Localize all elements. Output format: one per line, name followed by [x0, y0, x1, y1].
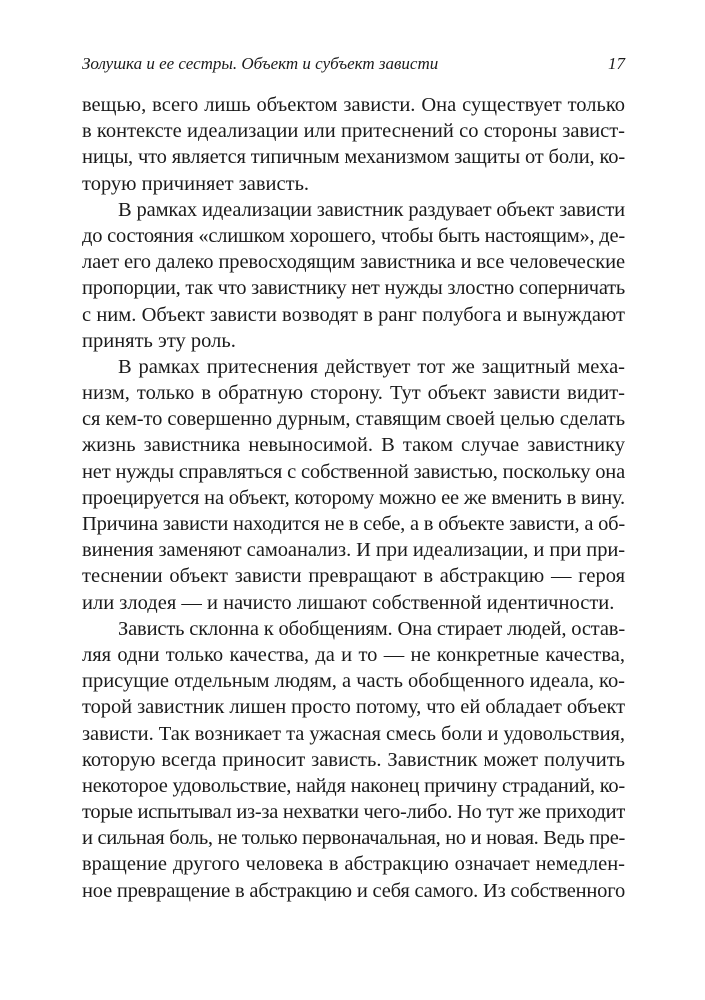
text-line: ное превращение в абстракцию и себя самого. Из собственного — [82, 879, 625, 902]
text-line: или злодея — и начисто лишают собственной идентичности. — [82, 591, 615, 614]
text-line: теснении объект зависти превращают в абстракцию — героя — [82, 565, 625, 588]
text-line: с ним. Объект зависти возводят в ранг полубога и вынуждают — [82, 303, 625, 326]
running-head — [82, 54, 625, 78]
text-line: В рамках идеализации завистник раздувает объект зависти — [118, 198, 625, 221]
text-line: некоторое удовольствие, найдя наконец причину страданий, ко- — [82, 774, 625, 797]
text-line: в контексте идеализации или притеснений со стороны завист- — [82, 120, 625, 143]
text-line: ницы, что является типичным механизмом защиты от боли, ко- — [82, 146, 625, 169]
text-line: принять эту роль. — [82, 329, 236, 352]
text-line: торой завистник лишен просто потому, что ей обладает объект — [82, 696, 625, 719]
text-line: низм, только в обратную сторону. Тут объект зависти видит- — [82, 382, 625, 405]
text-line: ляя одни только качества, да и то — не конкретные качества, — [82, 643, 625, 666]
text-line: зависти. Так возникает та ужасная смесь боли и удовольствия, — [82, 722, 625, 745]
text-line: торые испытывал из-за нехватки чего-либо. Но тут же приходит — [82, 801, 625, 824]
text-line: В рамках притеснения действует тот же защитный меха- — [118, 355, 625, 378]
text-line: нет нужды справляться с собственной завистью, поскольку она — [82, 460, 625, 483]
text-line: торую причиняет зависть. — [82, 172, 310, 195]
text-line: Зависть склонна к обобщениям. Она стирает людей, остав- — [118, 617, 625, 640]
text-line: лает его далеко превосходящим завистника и все человеческие — [82, 251, 625, 274]
text-line: ся кем-то совершенно дурным, ставящим своей целью сделать — [82, 408, 625, 431]
text-line: вещью, всего лишь объектом зависти. Она существует только — [82, 94, 625, 116]
text-line: вращение другого человека в абстракцию означает немедлен- — [82, 853, 625, 876]
text-line: жизнь завистника невыносимой. В таком случае завистнику — [82, 434, 625, 457]
running-head-title: Золушка и ее сестры. Объект и субъект зависти — [82, 54, 439, 73]
text-line: которую всегда приносит зависть. Завистник может получить — [82, 748, 625, 771]
text-line: винения заменяют самоанализ. И при идеализации, и при при- — [82, 539, 625, 562]
page-number: 17 — [608, 54, 625, 73]
text-line: Причина зависти находится не в себе, а в объекте зависти, а об- — [82, 513, 625, 535]
text-line: пропорции, так что завистнику нет нужды злостно соперничать — [82, 277, 625, 300]
text-line: и сильная боль, не только первоначальная, но и новая. Ведь пре- — [82, 827, 625, 850]
body-text — [82, 92, 625, 904]
text-line: присущие отдельным людям, а часть обобщенного идеала, ко- — [82, 670, 625, 693]
text-line: проецируется на объект, которому можно ее же вменить в вину. — [82, 486, 625, 509]
text-line: до состояния «слишком хорошего, чтобы быть настоящим», де- — [82, 224, 625, 247]
